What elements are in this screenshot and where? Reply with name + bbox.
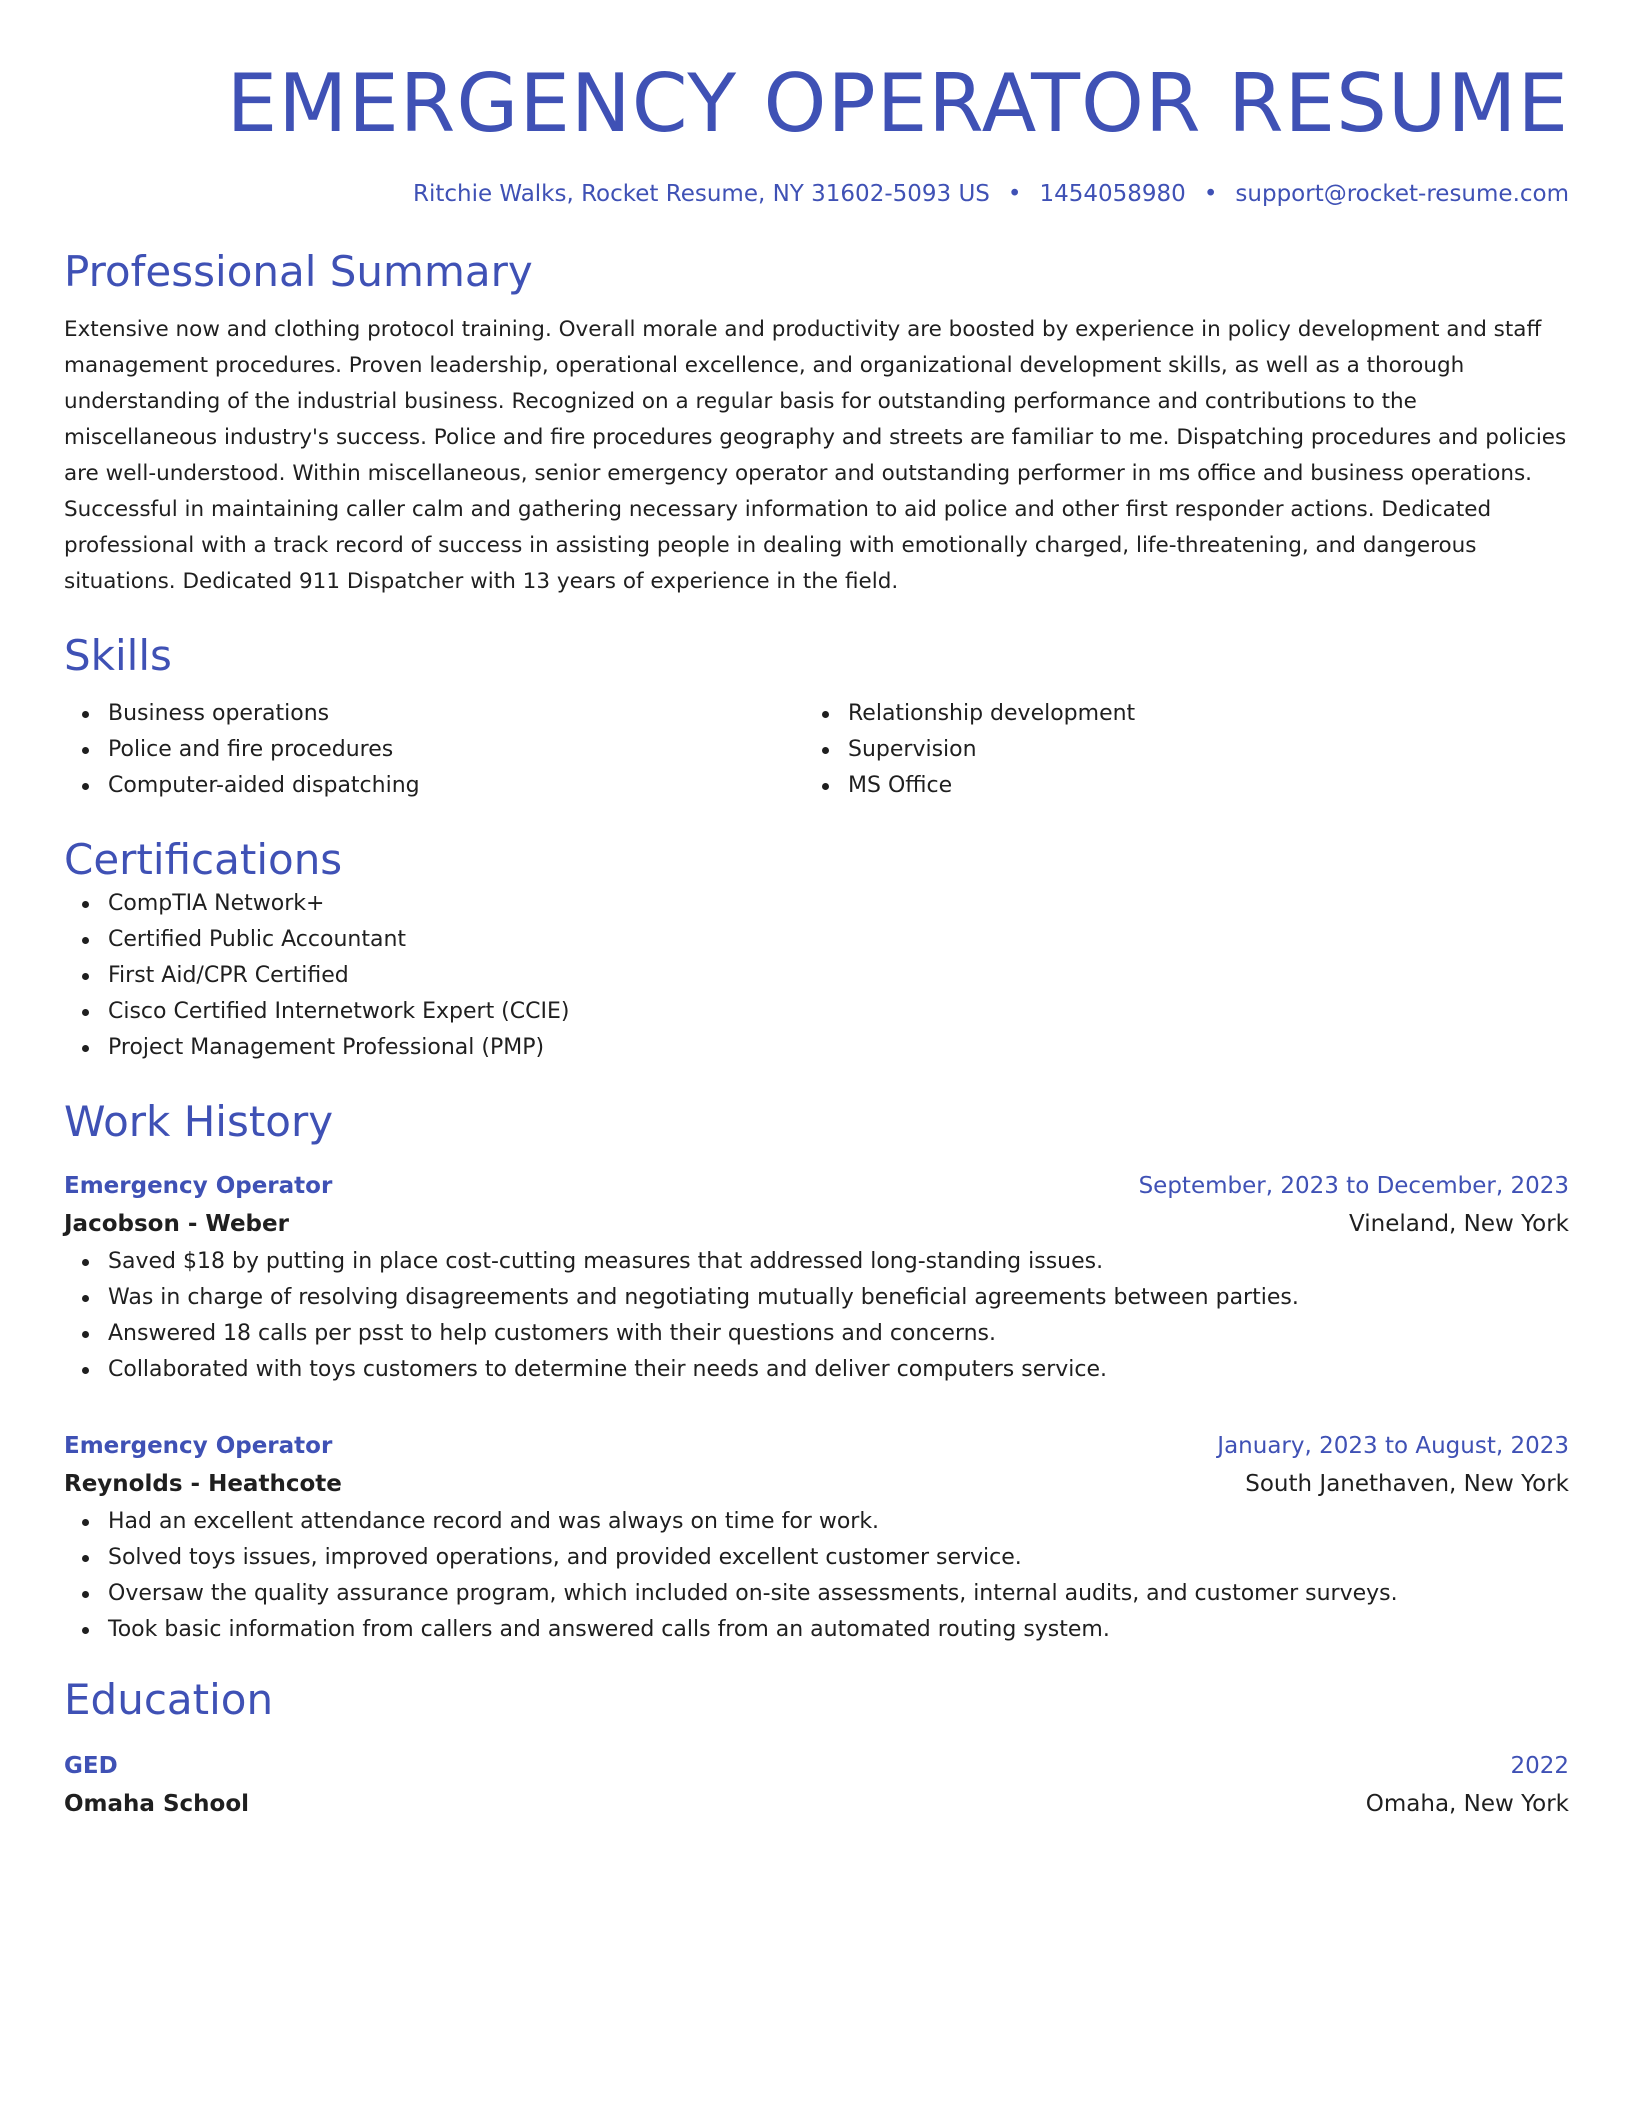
skills-column-right: [804, 696, 1544, 804]
job-bullet: Was in charge of resolving disagreements and negotiating mutually beneficial agreements between parties.: [108, 1280, 1569, 1316]
contact-address: Ritchie Walks, Rocket Resume, NY 31602-5093 US: [412, 181, 990, 207]
contact-separator: •: [1007, 181, 1022, 207]
contact-separator: •: [1203, 181, 1218, 207]
work-history-section: [64, 1096, 1569, 1648]
certification-item: Cisco Certified Internetwork Expert (CCIE): [108, 994, 1569, 1030]
education-year: 2022: [1510, 1753, 1569, 1779]
section-title-certifications: Certifications: [64, 835, 343, 884]
certifications-section: [64, 834, 1569, 1066]
summary-text: Extensive now and clothing protocol training. Overall morale and productivity are boosted by experience in policy development and staff management procedures. Proven leadership, operational excellence, and organizational development skills, as well as a thorough understanding of the industrial business. Recognized on a regular basis for outstanding performance and contributions to the miscellaneous industry's success. Police and fire procedures geography and streets are familiar to me. Dispatching procedures and policies are well-understood. Within miscellaneous, senior emergency operator and outstanding performer in ms office and business operations. Successful in maintaining caller calm and gathering necessary information to aid police and other first responder actions. Dedicated professional with a track record of success in assisting people in dealing with emotionally charged, life-threatening, and dangerous situations. Dedicated 911 Dispatcher with 13 years of experience in the field.: [64, 317, 1567, 594]
job-dates: September, 2023 to December, 2023: [1138, 1173, 1569, 1199]
job-employer: Jacobson - Weber: [64, 1211, 289, 1237]
contact-line: [64, 178, 1569, 210]
job-bullet: Oversaw the quality assurance program, which included on-site assessments, internal audits, and customer surveys.: [108, 1576, 1569, 1612]
education-entry: [64, 1748, 1569, 1824]
job-location: South Janethaven, New York: [1245, 1471, 1569, 1497]
job-employer: Reynolds - Heathcote: [64, 1471, 342, 1497]
education-school: Omaha School: [64, 1791, 249, 1817]
skill-item: Business operations: [108, 696, 804, 732]
skills-section: [64, 630, 1569, 804]
resume-title: EMERGENCY OPERATOR RESUME: [226, 57, 1569, 150]
certification-item: First Aid/CPR Certified: [108, 958, 1569, 994]
education-section: [64, 1674, 1569, 1824]
education-location: Omaha, New York: [1365, 1791, 1569, 1817]
job-bullet: Saved $18 by putting in place cost-cutting measures that addressed long-standing issues.: [108, 1244, 1569, 1280]
job-entry: [64, 1428, 1569, 1648]
job-bullet: Collaborated with toys customers to determine their needs and deliver computers service.: [108, 1352, 1569, 1388]
job-bullet: Had an excellent attendance record and was always on time for work.: [108, 1504, 1569, 1540]
skill-item: Computer-aided dispatching: [108, 768, 804, 804]
job-dates: January, 2023 to August, 2023: [1217, 1433, 1569, 1459]
skills-column-left: [64, 696, 804, 804]
section-title-work-history: Work History: [64, 1097, 334, 1146]
skill-item: MS Office: [848, 768, 1544, 804]
job-location: Vineland, New York: [1349, 1211, 1569, 1237]
skill-item: Relationship development: [848, 696, 1544, 732]
certification-item: Certified Public Accountant: [108, 922, 1569, 958]
skill-item: Supervision: [848, 732, 1544, 768]
job-bullet: Took basic information from callers and answered calls from an automated routing system.: [108, 1612, 1569, 1648]
section-title-summary: Professional Summary: [64, 247, 533, 296]
contact-email: support@rocket-resume.com: [1235, 181, 1569, 207]
contact-phone: 1454058980: [1039, 181, 1186, 207]
skills-grid: [64, 696, 1569, 804]
job-bullets: [64, 1504, 1569, 1648]
job-bullets: [64, 1244, 1569, 1388]
education-degree: GED: [64, 1753, 118, 1779]
certification-item: Project Management Professional (PMP): [108, 1030, 1569, 1066]
certifications-list: [64, 886, 1569, 1066]
certification-item: CompTIA Network+: [108, 886, 1569, 922]
section-title-education: Education: [64, 1675, 274, 1724]
job-entry: [64, 1168, 1569, 1388]
job-bullet: Solved toys issues, improved operations, and provided excellent customer service.: [108, 1540, 1569, 1576]
summary-section: [64, 246, 1569, 600]
job-title: Emergency Operator: [64, 1433, 333, 1459]
job-title: Emergency Operator: [64, 1173, 333, 1199]
job-bullet: Answered 18 calls per psst to help customers with their questions and concerns.: [108, 1316, 1569, 1352]
skill-item: Police and fire procedures: [108, 732, 804, 768]
section-title-skills: Skills: [64, 631, 172, 680]
